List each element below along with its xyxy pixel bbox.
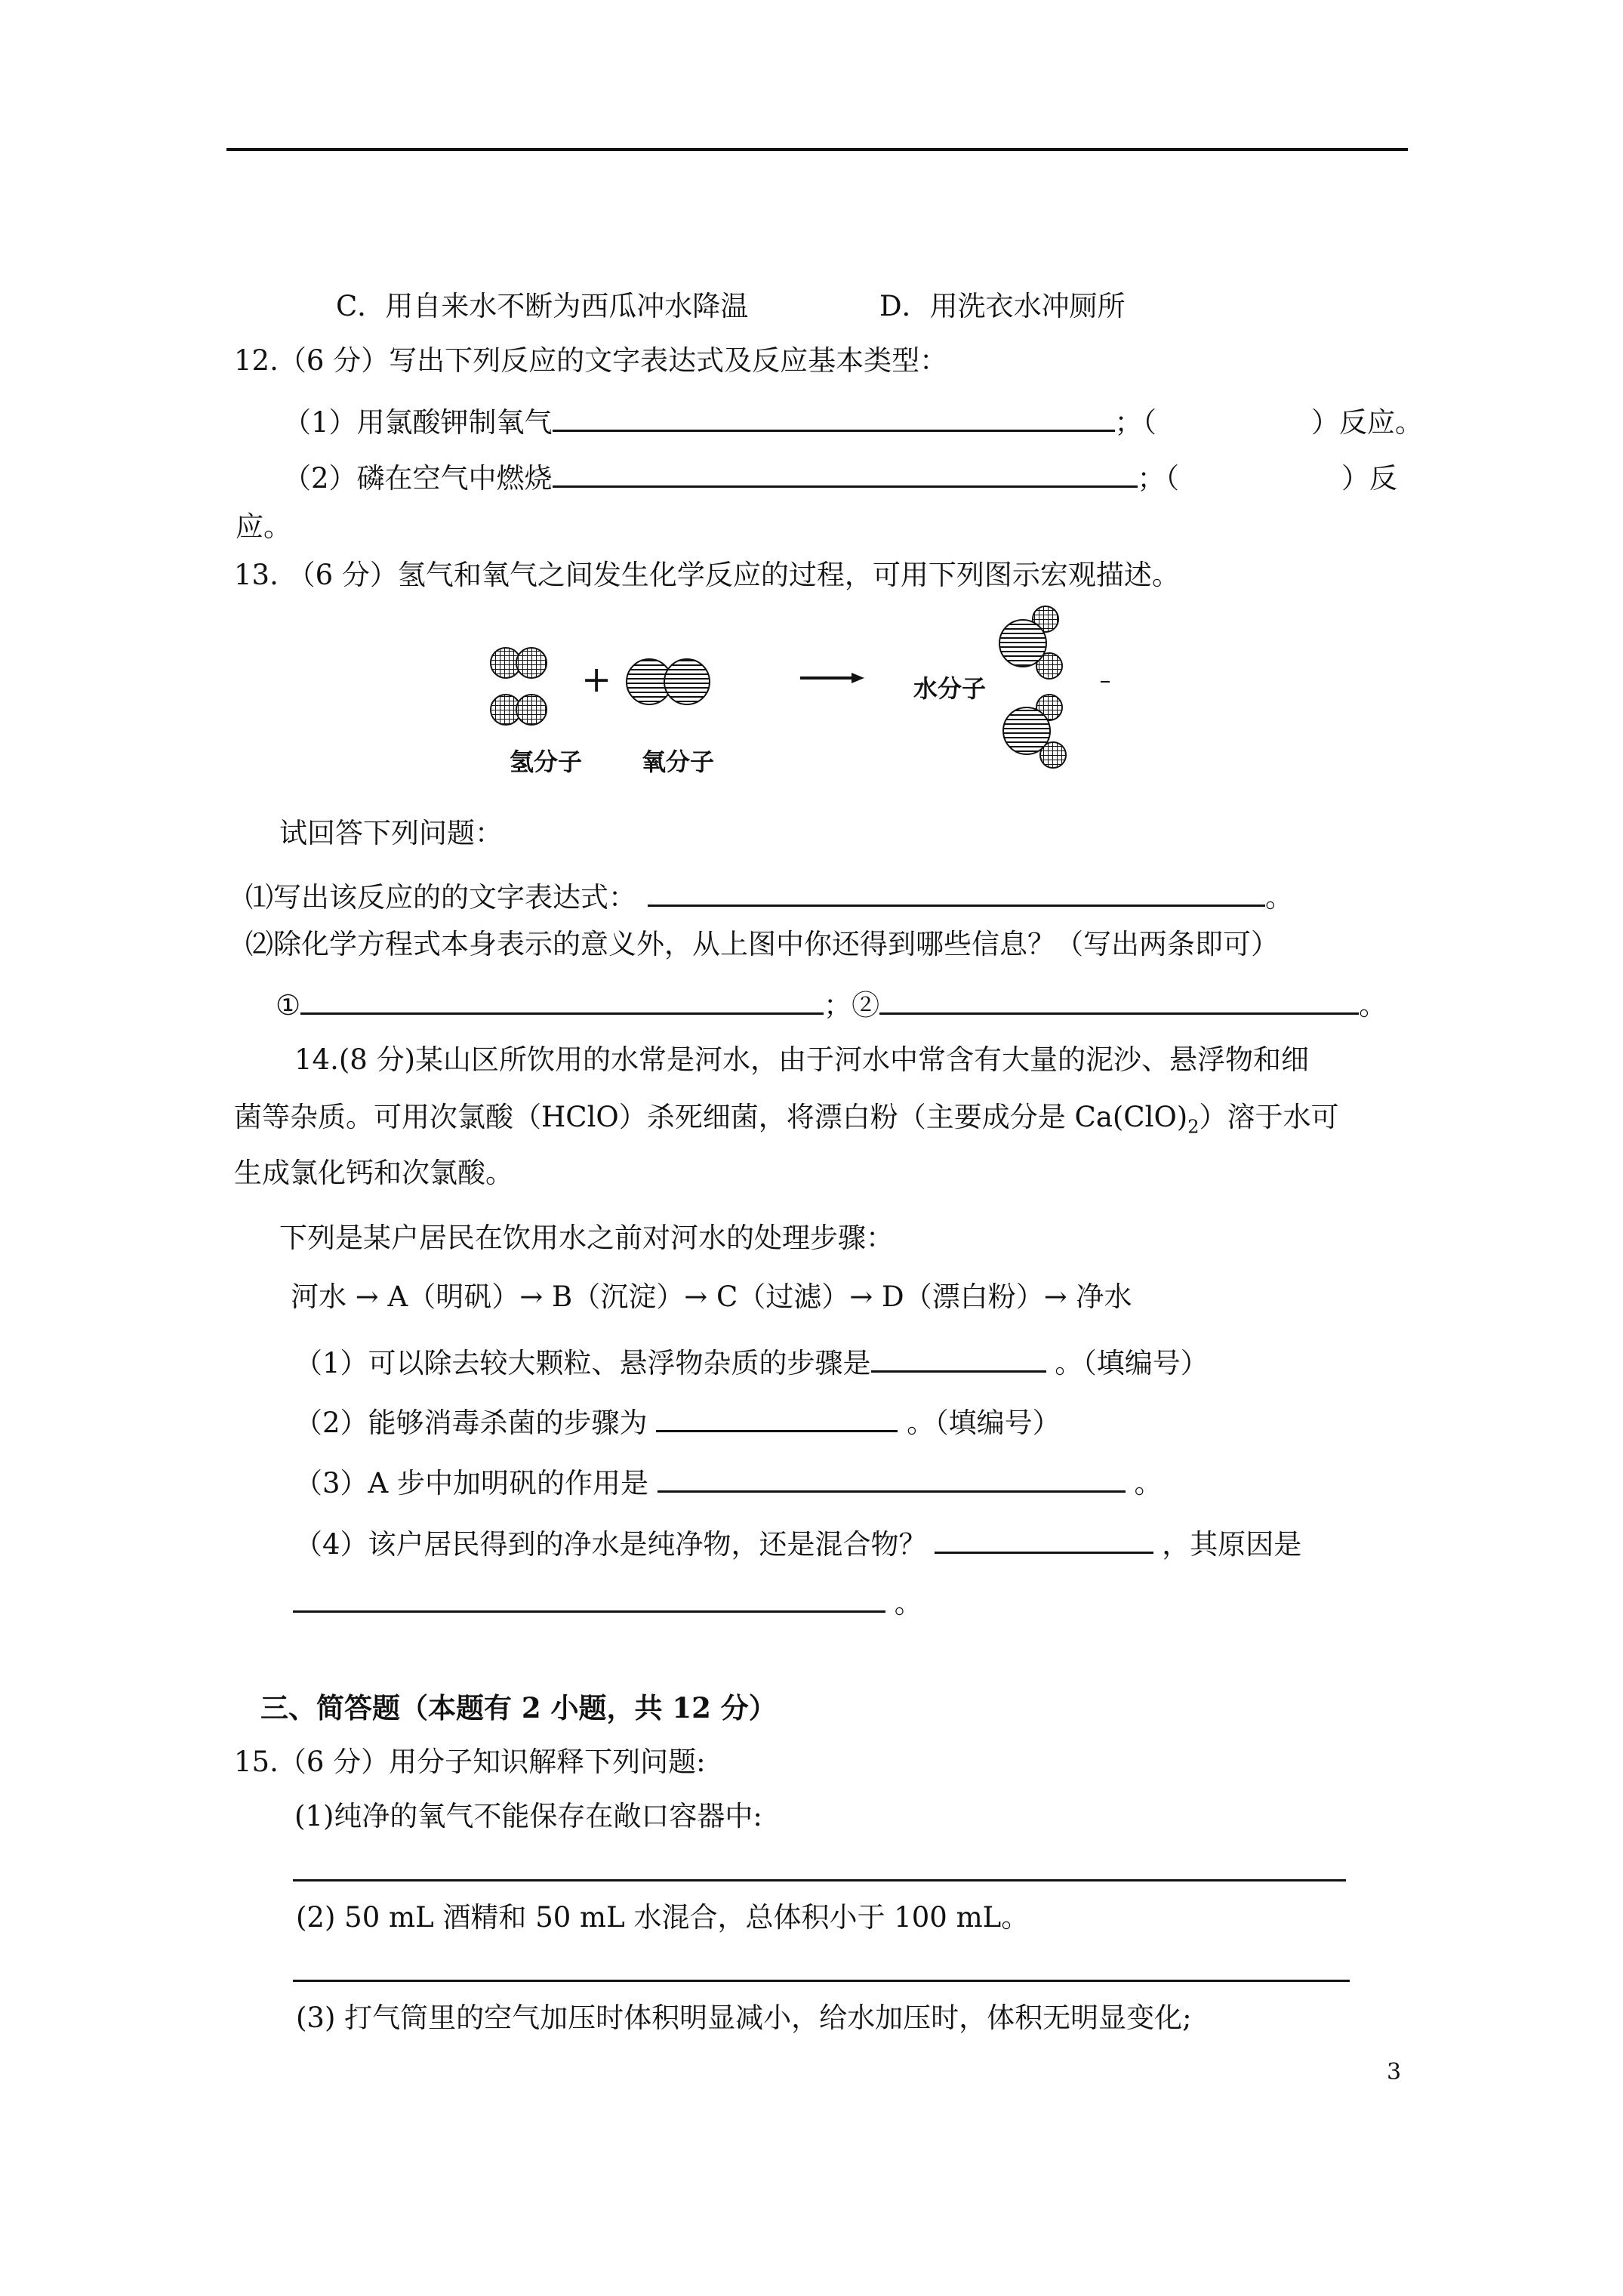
q13-answer-2-blank[interactable] [879, 983, 1359, 1015]
q14-steps-intro: 下列是某户居民在饮用水之前对河水的处理步骤： [279, 1222, 894, 1254]
q13-sub-1-end: 。 [1265, 880, 1293, 914]
q12-item-2-answer-blank[interactable] [553, 456, 1138, 488]
q12-item-1-prefix: （1）用氯酸钾制氧气 [283, 405, 553, 439]
hydrogen-molecule-icon [491, 648, 547, 678]
q12-item-2 [283, 456, 1397, 495]
q14-line-2-pre: 菌等杂质。可用次氯酸（HClO）杀死细菌，将漂白粉（主要成分是 Ca(ClO) [234, 1101, 1188, 1133]
q12-item-2-wrap: 应。 [236, 510, 291, 543]
q12-item-1-suffix: ）反应。 [1311, 405, 1424, 439]
q12-item-1-answer-blank[interactable] [553, 400, 1115, 432]
oxygen-molecule-icon [627, 659, 710, 704]
q14-sub-3-prefix: （3）A 步中加明矾的作用是 [294, 1466, 658, 1499]
page-number: 3 [1387, 2059, 1402, 2085]
q14-sub-4-reason [293, 1581, 922, 1620]
q14-sub-2-suffix: 。（填编号） [898, 1406, 1061, 1439]
q13-circle-1: ① [276, 988, 301, 1022]
q14-sub-4 [294, 1522, 1301, 1561]
q15-sub-2: (2) 50 mL 酒精和 50 mL 水混合，总体积小于 100 mL。 [296, 1901, 1030, 1934]
q12-item-1-mid: ；（ [1114, 405, 1157, 439]
reaction-arrow-icon [800, 673, 864, 683]
q13-sub-1-answer-blank[interactable] [648, 875, 1265, 907]
hydrogen-molecule-icon [491, 695, 547, 725]
water-molecule-icon [999, 606, 1062, 679]
q14-sub-1 [294, 1341, 1209, 1380]
q14-line-1: 14.(8 分)某山区所饮用的水常是河水，由于河水中常含有大量的泥沙、悬浮物和细 [294, 1043, 1310, 1076]
q11-option-d: D．用洗衣水冲厕所 [879, 290, 1126, 322]
q15-sub-1-answer-line[interactable] [293, 1879, 1346, 1881]
q14-process-flow: 河水 → A（明矾）→ B（沉淀）→ C（过滤）→ D（漂白粉）→ 净水 [291, 1281, 1132, 1313]
q14-sub-4-end: 。 [885, 1586, 922, 1620]
q15-sub-2-answer-line[interactable] [293, 1980, 1350, 1982]
water-molecule-icon [1003, 695, 1066, 768]
q13-sub-1-prefix: ⑴写出该反应的的文字表达式： [245, 880, 636, 914]
q12-item-2-prefix: （2）磷在空气中燃烧 [283, 461, 553, 495]
q12-stem: 12.（6 分）写出下列反应的文字表达式及反应基本类型： [234, 344, 948, 377]
q13-prompt: 试回答下列问题： [279, 817, 503, 849]
q15-stem: 15.（6 分）用分子知识解释下列问题: [234, 1746, 706, 1778]
q13-semicolon: ； [824, 988, 852, 1022]
q14-sub-1-prefix: （1）可以除去较大颗粒、悬浮物杂质的步骤是 [294, 1346, 871, 1379]
q14-sub-4-prefix: （4）该户居民得到的净水是纯净物，还是混合物？ [294, 1527, 927, 1561]
section-3-heading: 三、简答题（本题有 2 小题，共 12 分） [260, 1691, 777, 1724]
q14-sub-2-prefix: （2）能够消毒杀菌的步骤为 [294, 1406, 657, 1439]
oxygen-molecule-label: 氧分子 [642, 747, 715, 776]
q14-sub-1-suffix: 。（填编号） [1046, 1346, 1209, 1379]
q14-sub-4-answer-blank[interactable] [935, 1522, 1153, 1554]
q13-sub-2: ⑵除化学方程式本身表示的意义外，从上图中你还得到哪些信息？（写出两条即可） [245, 928, 1279, 960]
q11-option-c: C．用自来水不断为西瓜冲水降温 [336, 290, 749, 322]
q14-sub-4-suffix: ，其原因是 [1153, 1527, 1302, 1561]
diagram-plus-sign: + [581, 658, 612, 701]
q14-sub-2 [294, 1401, 1061, 1440]
q13-answer-1-blank[interactable] [300, 983, 824, 1015]
q12-item-1 [283, 400, 1423, 439]
header-rule [226, 148, 1408, 151]
q13-sub-2-answers [276, 983, 1387, 1022]
q14-sub-4-reason-blank[interactable] [293, 1581, 885, 1613]
q14-sub-2-answer-blank[interactable] [656, 1401, 898, 1432]
q14-sub-3 [294, 1461, 1163, 1500]
hydrogen-molecule-label: 氢分子 [510, 747, 583, 776]
q14-line-2 [234, 1101, 1339, 1138]
q14-sub-3-suffix: 。 [1125, 1466, 1163, 1499]
q12-item-2-suffix: ）反 [1341, 461, 1398, 495]
q13-stem: 13. （6 分）氢气和氧气之间发生化学反应的过程，可用下列图示宏观描述。 [234, 559, 1180, 591]
q13-sub-1 [245, 875, 1293, 914]
q13-circle-2: ② [852, 988, 880, 1022]
q14-sub-1-answer-blank[interactable] [871, 1341, 1046, 1373]
q15-sub-1: (1)纯净的氧气不能保存在敞口容器中: [294, 1800, 762, 1832]
q14-line-2-subscript: 2 [1187, 1116, 1200, 1138]
q15-sub-3: (3) 打气筒里的空气加压时体积明显减小，给水加压时，体积无明显变化; [296, 2002, 1192, 2034]
q14-line-3: 生成氯化钙和次氯酸。 [234, 1157, 513, 1189]
q12-item-2-mid: ；（ [1137, 461, 1180, 495]
q14-sub-3-answer-blank[interactable] [658, 1461, 1126, 1493]
q14-line-2-post: ）溶于水可 [1199, 1101, 1339, 1133]
water-molecule-label: 水分子 [913, 674, 987, 703]
q13-sub-2-end: 。 [1359, 988, 1387, 1022]
